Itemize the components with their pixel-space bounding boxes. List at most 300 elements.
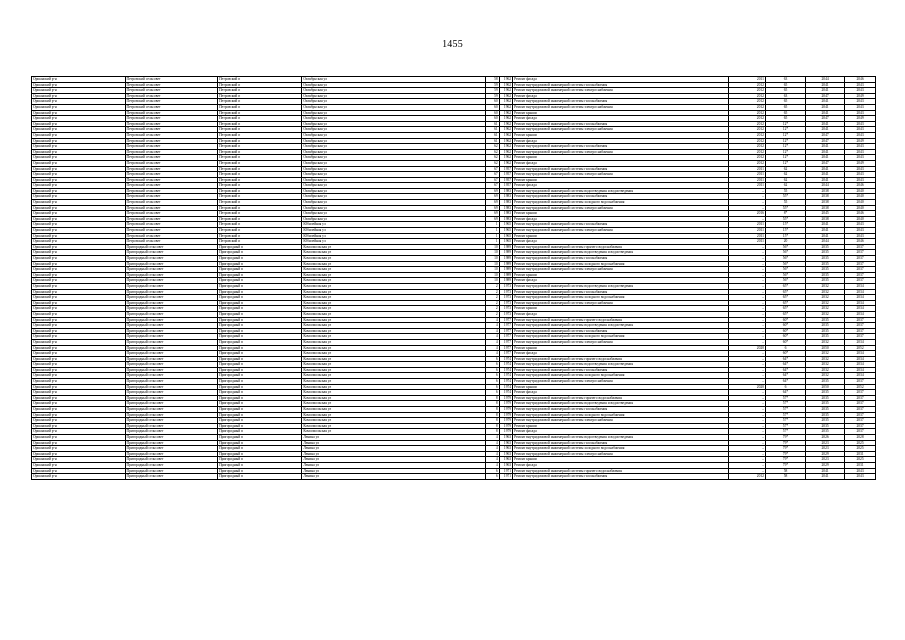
cell-house: 60 xyxy=(486,99,499,105)
cell-settlement: Петровский п xyxy=(218,116,302,122)
cell-period-from: 2032 xyxy=(806,306,845,312)
cell-settlement-type: Пригородный сельсовет xyxy=(125,317,218,323)
cell-last-repair-year: 2011 xyxy=(728,172,765,178)
cell-house: 62 xyxy=(486,155,499,161)
cell-last-repair-year: – xyxy=(728,244,765,250)
cell-house: 10 xyxy=(486,256,499,262)
cell-house: 4 xyxy=(486,462,499,468)
cell-settlement-type: Петровский сельсовет xyxy=(125,99,218,105)
cell-settlement-type: Пригородный сельсовет xyxy=(125,462,218,468)
cell-period-from: 2041 xyxy=(806,104,845,110)
cell-settlement: Петровский п xyxy=(218,77,302,83)
cell-street: Комсомольская ул xyxy=(302,300,486,306)
cell-district: Оршанский р-н xyxy=(32,468,126,474)
cell-settlement-type: Пригородный сельсовет xyxy=(125,384,218,390)
cell-period-from: 2041 xyxy=(806,149,845,155)
cell-district: Оршанский р-н xyxy=(32,457,126,463)
cell-house: 6 xyxy=(486,384,499,390)
cell-period-from: 2029 xyxy=(806,462,845,468)
cell-district: Оршанский р-н xyxy=(32,395,126,401)
cell-district: Оршанский р-н xyxy=(32,328,126,334)
cell-settlement-type: Пригородный сельсовет xyxy=(125,356,218,362)
cell-street: Октябрьская ул xyxy=(302,172,486,178)
cell-house: 1 xyxy=(486,239,499,245)
cell-settlement-type: Пригородный сельсовет xyxy=(125,334,218,340)
cell-last-repair-year: – xyxy=(728,401,765,407)
table-row xyxy=(32,474,876,480)
cell-settlement: Пригородный п xyxy=(218,334,302,340)
cell-last-repair-year: – xyxy=(728,256,765,262)
cell-year-built: 1974 xyxy=(499,379,512,385)
cell-period-to: 2034 xyxy=(845,289,876,295)
cell-settlement: Пригородный п xyxy=(218,362,302,368)
table-body xyxy=(32,77,876,480)
cell-settlement: Петровский п xyxy=(218,200,302,206)
cell-house: 67 xyxy=(486,183,499,189)
cell-house: 60 xyxy=(486,116,499,122)
cell-settlement-type: Петровский сельсовет xyxy=(125,110,218,116)
cell-street: Комсомольская ул xyxy=(302,401,486,407)
cell-work-type: Ремонт внутридомовой инженерной системы водоотведения и водоотведения xyxy=(513,401,729,407)
cell-work-type: Ремонт внутридомовой инженерной системы водоотведения и водоотведения xyxy=(513,188,729,194)
cell-wear-percent: 12* xyxy=(765,155,805,161)
cell-district: Оршанский р-н xyxy=(32,233,126,239)
cell-last-repair-year: 2011 xyxy=(728,77,765,83)
cell-work-type: Ремонт внутридомовой инженерной системы газоснабжения xyxy=(513,407,729,413)
cell-period-to: 2031 xyxy=(845,451,876,457)
cell-last-repair-year: – xyxy=(728,351,765,357)
cell-period-from: 2029 xyxy=(806,451,845,457)
cell-work-type: Ремонт фасада xyxy=(513,183,729,189)
cell-work-type: Ремонт внутридомовой инженерной системы горячего водоснабжения xyxy=(513,244,729,250)
cell-period-to: 2052 xyxy=(845,345,876,351)
cell-settlement: Петровский п xyxy=(218,172,302,178)
cell-district: Оршанский р-н xyxy=(32,278,126,284)
cell-settlement-type: Петровский сельсовет xyxy=(125,177,218,183)
cell-period-from: 2050 xyxy=(806,384,845,390)
cell-last-repair-year: – xyxy=(728,418,765,424)
cell-year-built: 1962 xyxy=(499,104,512,110)
cell-period-to: 2037 xyxy=(845,379,876,385)
cell-wear-percent: 12* xyxy=(765,127,805,133)
cell-period-to: 2037 xyxy=(845,429,876,435)
cell-last-repair-year: – xyxy=(728,311,765,317)
cell-settlement-type: Пригородный сельсовет xyxy=(125,412,218,418)
cell-wear-percent: 6 xyxy=(765,345,805,351)
cell-year-built: 1957 xyxy=(499,172,512,178)
cell-work-type: Ремонт внутридомовой инженерной системы газоснабжения xyxy=(513,99,729,105)
cell-settlement: Пригородный п xyxy=(218,457,302,463)
cell-last-repair-year: – xyxy=(728,468,765,474)
cell-house: 69 xyxy=(486,216,499,222)
cell-street: Октябрьская ул xyxy=(302,216,486,222)
cell-wear-percent: 55 xyxy=(765,188,805,194)
cell-period-to: 2034 xyxy=(845,300,876,306)
cell-period-to: 2031 xyxy=(845,462,876,468)
cell-work-type: Ремонт внутридомовой инженерной системы водоотведения и водоотведения xyxy=(513,323,729,329)
cell-house: 8 xyxy=(486,412,499,418)
cell-year-built: 1989 xyxy=(499,278,512,284)
cell-wear-percent: 64* xyxy=(765,373,805,379)
cell-last-repair-year: 2012 xyxy=(728,110,765,116)
cell-wear-percent: 15* xyxy=(765,228,805,234)
cell-settlement: Петровский п xyxy=(218,121,302,127)
cell-settlement: Петровский п xyxy=(218,104,302,110)
cell-street: Комсомольская ул xyxy=(302,390,486,396)
cell-work-type: Ремонт внутридомовой инженерной системы холодного водоснабжения xyxy=(513,373,729,379)
cell-district: Оршанский р-н xyxy=(32,283,126,289)
cell-period-to: 2034 xyxy=(845,311,876,317)
cell-street: Комсомольская ул xyxy=(302,429,486,435)
cell-period-from: 2035 xyxy=(806,272,845,278)
cell-settlement: Пригородный п xyxy=(218,295,302,301)
cell-house: 4 xyxy=(486,457,499,463)
cell-work-type: Ремонт внутридомовой инженерной системы холодного водоснабжения xyxy=(513,334,729,340)
cell-settlement: Петровский п xyxy=(218,99,302,105)
cell-period-to: 2037 xyxy=(845,261,876,267)
cell-last-repair-year: – xyxy=(728,306,765,312)
cell-district: Оршанский р-н xyxy=(32,261,126,267)
cell-settlement: Пригородный п xyxy=(218,379,302,385)
cell-settlement: Петровский п xyxy=(218,216,302,222)
cell-settlement: Петровский п xyxy=(218,194,302,200)
cell-settlement-type: Пригородный сельсовет xyxy=(125,289,218,295)
cell-street: Ленина ул xyxy=(302,462,486,468)
cell-wear-percent: 64* xyxy=(765,362,805,368)
cell-period-to: 2043 xyxy=(845,82,876,88)
cell-street: Комсомольская ул xyxy=(302,367,486,373)
cell-period-to: 2043 xyxy=(845,121,876,127)
cell-period-from: 2038 xyxy=(806,194,845,200)
cell-district: Оршанский р-н xyxy=(32,110,126,116)
cell-period-from: 2045 xyxy=(806,211,845,217)
cell-house: 69 xyxy=(486,194,499,200)
cell-work-type: Ремонт внутридомовой инженерной системы электроснабжения xyxy=(513,379,729,385)
cell-wear-percent: 64* xyxy=(765,367,805,373)
cell-period-from: 2035 xyxy=(806,250,845,256)
cell-house: 59 xyxy=(486,88,499,94)
cell-last-repair-year: – xyxy=(728,457,765,463)
cell-settlement: Пригородный п xyxy=(218,328,302,334)
cell-street: Ленина ул xyxy=(302,474,486,480)
cell-period-to: 2037 xyxy=(845,278,876,284)
cell-period-to: 2043 xyxy=(845,177,876,183)
cell-year-built: 1973 xyxy=(499,311,512,317)
cell-settlement-type: Пригородный сельсовет xyxy=(125,328,218,334)
cell-last-repair-year: – xyxy=(728,334,765,340)
cell-period-from: 2041 xyxy=(806,228,845,234)
cell-last-repair-year: – xyxy=(728,440,765,446)
cell-settlement-type: Пригородный сельсовет xyxy=(125,451,218,457)
cell-street: Октябрьская ул xyxy=(302,82,486,88)
cell-wear-percent: 65* xyxy=(765,289,805,295)
cell-period-to: 2043 xyxy=(845,149,876,155)
cell-year-built: 1962 xyxy=(499,77,512,83)
cell-settlement: Пригородный п xyxy=(218,278,302,284)
cell-last-repair-year: 2012 xyxy=(728,132,765,138)
cell-wear-percent: 60* xyxy=(765,328,805,334)
cell-wear-percent: 79* xyxy=(765,462,805,468)
cell-year-built: 1989 xyxy=(499,244,512,250)
cell-wear-percent: 63 xyxy=(765,93,805,99)
cell-street: Комсомольская ул xyxy=(302,267,486,273)
cell-period-from: 2041 xyxy=(806,166,845,172)
cell-district: Оршанский р-н xyxy=(32,250,126,256)
cell-settlement-type: Пригородный сельсовет xyxy=(125,339,218,345)
cell-settlement: Петровский п xyxy=(218,138,302,144)
cell-district: Оршанский р-н xyxy=(32,418,126,424)
cell-district: Оршанский р-н xyxy=(32,200,126,206)
cell-period-from: 2035 xyxy=(806,267,845,273)
cell-year-built: 1983 xyxy=(499,205,512,211)
cell-last-repair-year: – xyxy=(728,451,765,457)
cell-wear-percent: 57* xyxy=(765,412,805,418)
cell-year-built: 1979 xyxy=(499,423,512,429)
cell-house: 8 xyxy=(486,423,499,429)
cell-settlement: Петровский п xyxy=(218,127,302,133)
cell-house: 10 xyxy=(486,261,499,267)
cell-work-type: Ремонт внутридомовой инженерной системы горячего водоснабжения xyxy=(513,468,729,474)
cell-period-from: 2047 xyxy=(806,160,845,166)
cell-house: 61 xyxy=(486,127,499,133)
cell-year-built: 1979 xyxy=(499,418,512,424)
cell-work-type: Ремонт внутридомовой инженерной системы горячего водоснабжения xyxy=(513,356,729,362)
cell-last-repair-year: – xyxy=(728,323,765,329)
cell-settlement-type: Пригородный сельсовет xyxy=(125,295,218,301)
cell-period-from: 2041 xyxy=(806,177,845,183)
cell-period-from: 2050 xyxy=(806,345,845,351)
cell-period-from: 2023 xyxy=(806,446,845,452)
cell-year-built: 1983 xyxy=(499,200,512,206)
cell-period-to: 2037 xyxy=(845,317,876,323)
cell-settlement: Пригородный п xyxy=(218,317,302,323)
repair-schedule-table xyxy=(31,76,876,480)
cell-district: Оршанский р-н xyxy=(32,256,126,262)
cell-district: Оршанский р-н xyxy=(32,121,126,127)
cell-period-to: 2046 xyxy=(845,239,876,245)
cell-district: Оршанский р-н xyxy=(32,351,126,357)
cell-street: Ленина ул xyxy=(302,468,486,474)
cell-last-repair-year: – xyxy=(728,267,765,273)
cell-settlement-type: Пригородный сельсовет xyxy=(125,429,218,435)
cell-district: Оршанский р-н xyxy=(32,474,126,480)
cell-work-type: Ремонт внутридомовой инженерной системы газоснабжения xyxy=(513,82,729,88)
cell-last-repair-year: 2012 xyxy=(728,99,765,105)
cell-period-from: 2038 xyxy=(806,188,845,194)
cell-period-to: 2040 xyxy=(845,205,876,211)
cell-year-built: 1971 xyxy=(499,474,512,480)
cell-year-built: 1989 xyxy=(499,250,512,256)
cell-street: Комсомольская ул xyxy=(302,272,486,278)
cell-settlement-type: Петровский сельсовет xyxy=(125,155,218,161)
cell-settlement-type: Петровский сельсовет xyxy=(125,166,218,172)
cell-street: Октябрьская ул xyxy=(302,188,486,194)
cell-street: Октябрьская ул xyxy=(302,205,486,211)
cell-last-repair-year: – xyxy=(728,194,765,200)
cell-street: Ленина ул xyxy=(302,440,486,446)
cell-settlement: Пригородный п xyxy=(218,289,302,295)
cell-work-type: Ремонт внутридомовой инженерной системы горячего водоснабжения xyxy=(513,317,729,323)
cell-district: Оршанский р-н xyxy=(32,205,126,211)
cell-work-type: Ремонт фасада xyxy=(513,116,729,122)
cell-work-type: Ремонт фасада xyxy=(513,239,729,245)
cell-house: 10 xyxy=(486,244,499,250)
cell-last-repair-year: – xyxy=(728,367,765,373)
cell-wear-percent: 58 xyxy=(765,474,805,480)
cell-last-repair-year: – xyxy=(728,278,765,284)
cell-year-built: 1962 xyxy=(499,88,512,94)
cell-settlement: Пригородный п xyxy=(218,244,302,250)
cell-house: 62 xyxy=(486,144,499,150)
cell-district: Оршанский р-н xyxy=(32,462,126,468)
cell-period-to: 2046 xyxy=(845,183,876,189)
cell-wear-percent: 57* xyxy=(765,429,805,435)
cell-district: Оршанский р-н xyxy=(32,138,126,144)
cell-work-type: Ремонт внутридомовой инженерной системы электроснабжения xyxy=(513,267,729,273)
cell-last-repair-year: 2012 xyxy=(728,116,765,122)
cell-settlement-type: Петровский сельсовет xyxy=(125,132,218,138)
cell-house: 10 xyxy=(486,278,499,284)
cell-district: Оршанский р-н xyxy=(32,295,126,301)
cell-period-to: 2043 xyxy=(845,99,876,105)
cell-street: Октябрьская ул xyxy=(302,160,486,166)
cell-work-type: Ремонт внутридомовой инженерной системы холодного водоснабжения xyxy=(513,412,729,418)
cell-district: Оршанский р-н xyxy=(32,144,126,150)
cell-house: 61 xyxy=(486,121,499,127)
cell-street: Ленина ул xyxy=(302,435,486,441)
cell-house: 4 xyxy=(486,339,499,345)
cell-street: Октябрьская ул xyxy=(302,149,486,155)
cell-wear-percent: 64* xyxy=(765,379,805,385)
cell-period-to: 2037 xyxy=(845,423,876,429)
cell-wear-percent: 12* xyxy=(765,132,805,138)
cell-year-built: 1974 xyxy=(499,362,512,368)
cell-last-repair-year: 2020 xyxy=(728,384,765,390)
cell-settlement: Пригородный п xyxy=(218,446,302,452)
cell-period-from: 2035 xyxy=(806,423,845,429)
cell-house: 4 xyxy=(486,446,499,452)
cell-house: 2 xyxy=(486,300,499,306)
cell-street: Октябрьская ул xyxy=(302,177,486,183)
cell-period-from: 2047 xyxy=(806,93,845,99)
cell-settlement: Петровский п xyxy=(218,82,302,88)
cell-year-built: 1989 xyxy=(499,261,512,267)
cell-work-type: Ремонт фасада xyxy=(513,311,729,317)
cell-period-from: 2035 xyxy=(806,334,845,340)
cell-settlement: Пригородный п xyxy=(218,306,302,312)
cell-period-from: 2041 xyxy=(806,110,845,116)
cell-street: Ленина ул xyxy=(302,457,486,463)
cell-period-from: 2023 xyxy=(806,440,845,446)
cell-period-from: 2035 xyxy=(806,323,845,329)
cell-district: Оршанский р-н xyxy=(32,149,126,155)
cell-district: Оршанский р-н xyxy=(32,423,126,429)
cell-last-repair-year: 2011 xyxy=(728,222,765,228)
cell-house: 1 xyxy=(486,228,499,234)
cell-work-type: Ремонт фасада xyxy=(513,462,729,468)
cell-settlement: Пригородный п xyxy=(218,423,302,429)
cell-wear-percent: 8* xyxy=(765,211,805,217)
cell-settlement-type: Пригородный сельсовет xyxy=(125,272,218,278)
cell-work-type: Ремонт внутридомовой инженерной системы газоснабжения xyxy=(513,121,729,127)
cell-settlement-type: Пригородный сельсовет xyxy=(125,379,218,385)
cell-period-to: 2040 xyxy=(845,194,876,200)
cell-district: Оршанский р-н xyxy=(32,317,126,323)
cell-period-to: 2037 xyxy=(845,395,876,401)
cell-district: Оршанский р-н xyxy=(32,373,126,379)
cell-house: 6 xyxy=(486,356,499,362)
cell-work-type: Ремонт внутридомовой инженерной системы электроснабжения xyxy=(513,88,729,94)
cell-last-repair-year: – xyxy=(728,295,765,301)
cell-settlement-type: Пригородный сельсовет xyxy=(125,407,218,413)
cell-period-from: 2047 xyxy=(806,132,845,138)
cell-district: Оршанский р-н xyxy=(32,88,126,94)
cell-house: 2 xyxy=(486,283,499,289)
cell-wear-percent: 56* xyxy=(765,267,805,273)
cell-period-from: 2032 xyxy=(806,283,845,289)
cell-house: 69 xyxy=(486,200,499,206)
cell-last-repair-year: 2011 xyxy=(728,183,765,189)
cell-work-type: Ремонт крыши xyxy=(513,132,729,138)
cell-street: Комсомольская ул xyxy=(302,395,486,401)
cell-work-type: Ремонт крыши xyxy=(513,233,729,239)
cell-district: Оршанский р-н xyxy=(32,345,126,351)
cell-settlement: Пригородный п xyxy=(218,339,302,345)
cell-work-type: Ремонт внутридомовой инженерной системы газоснабжения xyxy=(513,166,729,172)
cell-wear-percent: 65* xyxy=(765,295,805,301)
cell-last-repair-year: – xyxy=(728,289,765,295)
cell-last-repair-year: – xyxy=(728,272,765,278)
cell-district: Оршанский р-н xyxy=(32,451,126,457)
cell-settlement-type: Петровский сельсовет xyxy=(125,216,218,222)
cell-district: Оршанский р-н xyxy=(32,155,126,161)
cell-year-built: 1962 xyxy=(499,93,512,99)
cell-street: Октябрьская ул xyxy=(302,121,486,127)
cell-district: Оршанский р-н xyxy=(32,272,126,278)
cell-settlement: Петровский п xyxy=(218,205,302,211)
cell-house: 67 xyxy=(486,177,499,183)
cell-settlement-type: Петровский сельсовет xyxy=(125,82,218,88)
cell-street: Октябрьская ул xyxy=(302,194,486,200)
cell-district: Оршанский р-н xyxy=(32,367,126,373)
cell-house: 2 xyxy=(486,289,499,295)
cell-period-from: 2032 xyxy=(806,311,845,317)
cell-period-to: 2037 xyxy=(845,328,876,334)
cell-work-type: Ремонт фасада xyxy=(513,77,729,83)
cell-district: Оршанский р-н xyxy=(32,127,126,133)
cell-settlement-type: Пригородный сельсовет xyxy=(125,446,218,452)
cell-period-from: 2035 xyxy=(806,261,845,267)
cell-period-to: 2043 xyxy=(845,127,876,133)
cell-house: 69 xyxy=(486,205,499,211)
cell-district: Оршанский р-н xyxy=(32,116,126,122)
cell-last-repair-year: 2012 xyxy=(728,138,765,144)
cell-settlement: Петровский п xyxy=(218,183,302,189)
cell-year-built: 1962 xyxy=(499,127,512,133)
cell-year-built: 1973 xyxy=(499,289,512,295)
cell-wear-percent: 60* xyxy=(765,317,805,323)
cell-period-from: 2023 xyxy=(806,457,845,463)
cell-year-built: 1974 xyxy=(499,367,512,373)
cell-district: Оршанский р-н xyxy=(32,362,126,368)
cell-house: 6 xyxy=(486,373,499,379)
cell-period-from: 2032 xyxy=(806,300,845,306)
cell-year-built: 1989 xyxy=(499,256,512,262)
cell-last-repair-year: – xyxy=(728,205,765,211)
cell-last-repair-year: 2011 xyxy=(728,233,765,239)
cell-period-from: 2032 xyxy=(806,351,845,357)
cell-district: Оршанский р-н xyxy=(32,334,126,340)
